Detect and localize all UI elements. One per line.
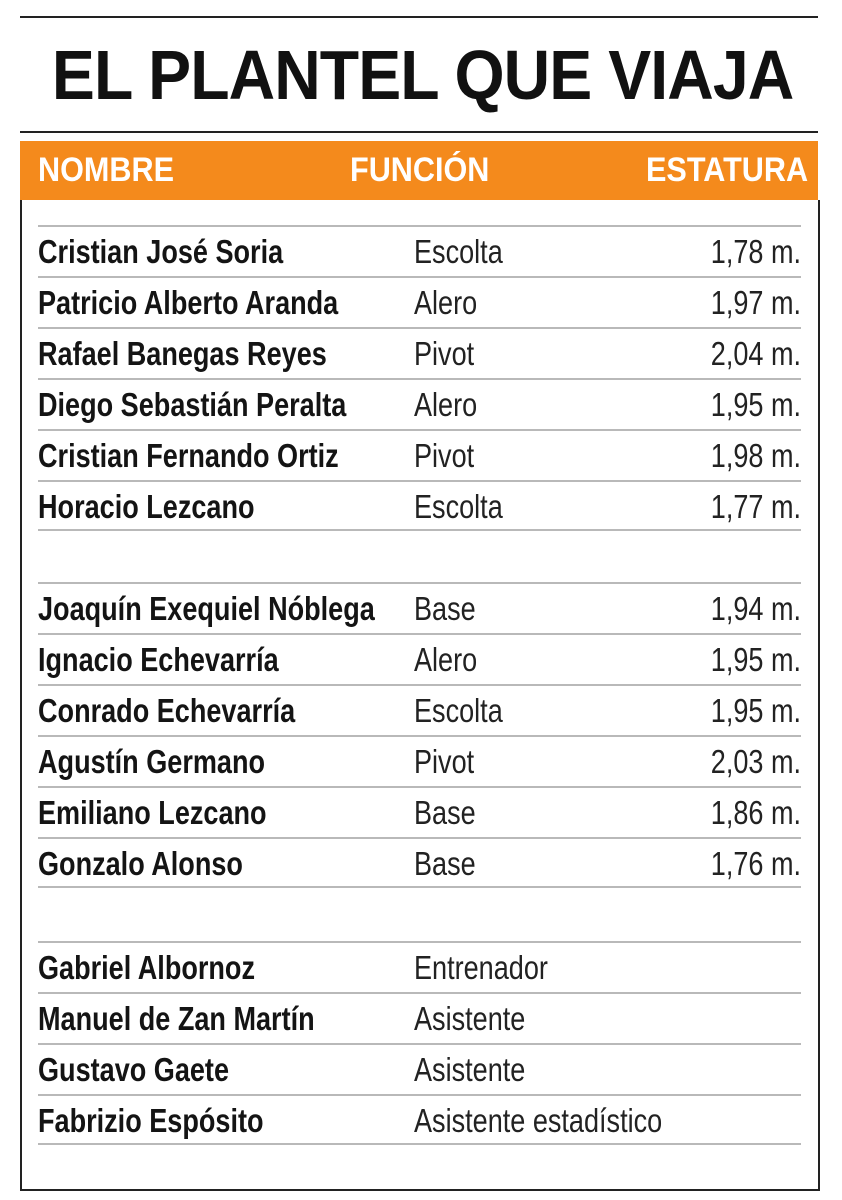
player-name: Cristian Fernando Ortiz [38,437,339,474]
table-row [38,1094,801,1145]
player-name: Agustín Germano [38,743,266,780]
table-row [38,327,801,378]
top-rule [20,16,818,18]
table-row [38,1043,801,1094]
column-header-function: FUNCIÓN [350,151,490,189]
column-header-name: NOMBRE [38,151,174,189]
player-name: Diego Sebastián Peralta [38,386,347,423]
player-function: Escolta [414,233,503,270]
player-name: Patricio Alberto Aranda [38,284,339,321]
player-name: Horacio Lezcano [38,488,255,525]
player-height: 1,97 m. [710,284,801,321]
player-height: 1,94 m. [710,590,801,627]
table-row [38,378,801,429]
player-name: Emiliano Lezcano [38,794,267,831]
table-row [38,480,801,531]
player-function: Asistente estadístico [414,1102,663,1139]
player-name: Manuel de Zan Martín [38,1000,315,1037]
player-function: Base [414,590,476,627]
player-height: 1,95 m. [710,641,801,678]
table-row [38,633,801,684]
player-function: Escolta [414,692,503,729]
player-height: 1,95 m. [710,386,801,423]
player-height: 2,04 m. [710,335,801,372]
player-function: Base [414,794,476,831]
player-function: Asistente [414,1051,526,1088]
table-row [38,992,801,1043]
table-row [38,837,801,888]
table-row [38,276,801,327]
player-name: Gabriel Albornoz [38,949,256,986]
table-row [38,582,801,633]
player-name: Rafael Banegas Reyes [38,335,327,372]
player-name: Joaquín Exequiel Nóblega [38,590,375,627]
table-row [38,941,801,992]
player-height: 1,98 m. [710,437,801,474]
table-header [20,141,818,200]
player-height: 1,78 m. [710,233,801,270]
player-function: Base [414,845,476,882]
player-function: Alero [414,284,478,321]
player-name: Cristian José Soria [38,233,284,270]
player-function: Pivot [414,743,475,780]
player-name: Gustavo Gaete [38,1051,229,1088]
player-function: Asistente [414,1000,526,1037]
table-row [38,429,801,480]
page-title: EL PLANTEL QUE VIAJA [51,36,794,114]
player-name: Ignacio Echevarría [38,641,279,678]
player-function: Pivot [414,335,475,372]
player-name: Conrado Echevarría [38,692,296,729]
player-name: Gonzalo Alonso [38,845,243,882]
player-function: Alero [414,641,478,678]
player-height: 1,76 m. [710,845,801,882]
player-height: 1,86 m. [710,794,801,831]
column-header-height: ESTATURA [645,151,808,189]
player-function: Alero [414,386,478,423]
table-row [38,735,801,786]
table-row [38,225,801,276]
table-row [38,684,801,735]
player-height: 2,03 m. [710,743,801,780]
player-height: 1,95 m. [710,692,801,729]
table-row [38,786,801,837]
player-function: Escolta [414,488,503,525]
title-rule [20,131,818,133]
player-function: Entrenador [414,949,548,986]
player-name: Fabrizio Espósito [38,1102,264,1139]
player-height: 1,77 m. [710,488,801,525]
player-function: Pivot [414,437,475,474]
